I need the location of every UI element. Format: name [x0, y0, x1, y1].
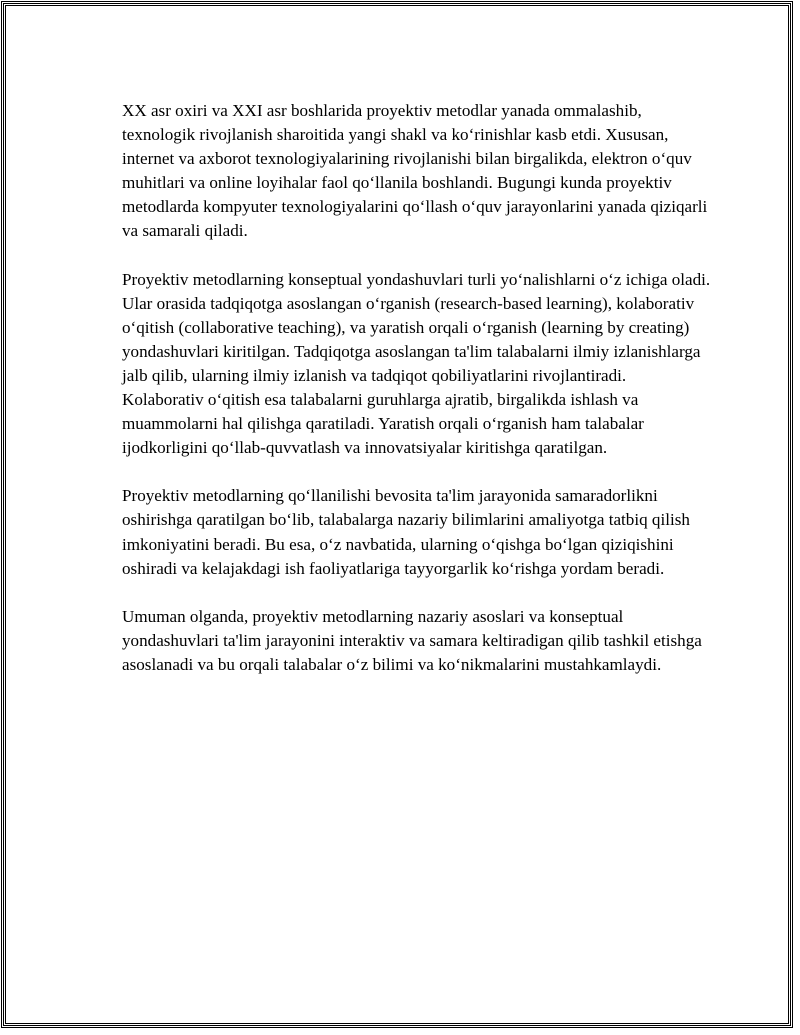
paragraph-2: Proyektiv metodlarning konseptual yondashuvlari turli yoʻnalishlarni oʻz ichiga oladi. Ular orasida tadqiqotga asoslangan oʻrganish (research-based learning), kolaborativ oʻqitish (collaborative teaching), va yaratish orqali oʻrganish (learning by creating) yondashuvlari kiritilgan. Tadqiqotga asoslangan ta'lim talabalarni ilmiy izlanishlarga jalb qilib, ularning ilmiy izlanish va tadqiqot qobiliyatlarini rivojlantiradi. Kolaborativ oʻqitish esa talabalarni guruhlarga ajratib, birgalikda ishlash va muammolarni hal qilishga qaratiladi. Yaratish orqali oʻrganish ham talabalar ijodkorligini qoʻllab-quvvatlash va innovatsiyalar kiritishga qaratilgan.	[122, 269, 711, 458]
page-border	[1, 1, 793, 1028]
paragraph-1: XX asr oxiri va XXI asr boshlarida proyektiv metodlar yanada ommalashib, texnologik rivojlanish sharoitida yangi shakl va koʻrinishlar kasb etdi. Xususan, internet va axborot texnologiyalarining rivojlanishi bilan birgalikda, elektron oʻquv muhitlari va online loyihalar faol qoʻllanila boshlandi. Bugungi kunda proyektiv metodlarda kompyuter texnologiyalarini qoʻllash oʻquv jarayonlarini yanada qiziqarli va samarali qiladi.	[122, 101, 708, 241]
document-body	[122, 99, 712, 701]
paragraph-4: Umuman olganda, proyektiv metodlarning nazariy asoslari va konseptual yondashuvlari ta'lim jarayonini interaktiv va samara keltiradigan qilib tashkil etishga asoslanadi va bu orqali talabalar oʻz bilimi va koʻnikmalarini mustahkamlaydi.	[122, 606, 702, 674]
paragraph-3: Proyektiv metodlarning qoʻllanilishi bevosita ta'lim jarayonida samaradorlikni oshirishga qaratilgan boʻlib, talabalarga nazariy bilimlarini amaliyotga tatbiq qilish imkoniyatini beradi. Bu esa, oʻz navbatida, ularning oʻqishga boʻlgan qiziqishini oshiradi va kelajakdagi ish faoliyatlariga tayyorgarlik koʻrishga yordam beradi.	[122, 486, 690, 578]
